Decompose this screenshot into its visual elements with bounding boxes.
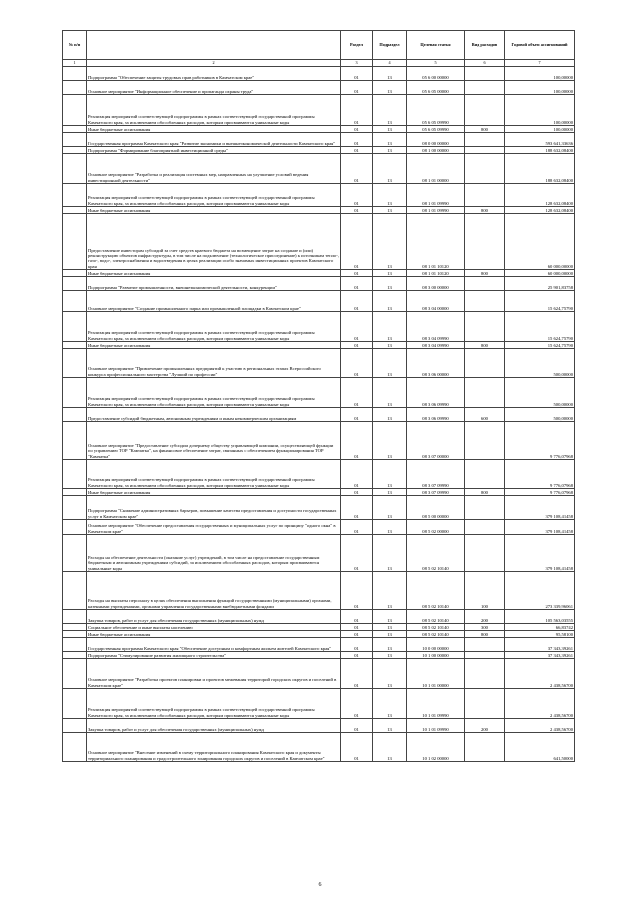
row-expense-type-cell	[465, 277, 505, 291]
row-subsection-cell: 13	[373, 489, 407, 496]
row-amount-cell: 2 438,56700	[505, 689, 575, 719]
row-name-cell: Подпрограмма "Стимулирование развития жилищного строительства"	[87, 652, 341, 659]
row-expense-type-cell	[465, 378, 505, 408]
row-subsection-cell: 13	[373, 520, 407, 535]
table-row	[63, 652, 575, 659]
row-target-cell: 08 5 00 00000	[407, 496, 465, 520]
row-amount-cell: 95,58100	[505, 631, 575, 638]
row-subsection-cell: 13	[373, 133, 407, 147]
row-section-cell: 01	[341, 126, 373, 133]
row-amount-cell: 593 641,33636	[505, 133, 575, 147]
row-amount-cell: 2 438,56700	[505, 659, 575, 689]
row-section-cell: 01	[341, 719, 373, 733]
row-section-cell: 01	[341, 277, 373, 291]
row-target-cell: 08 3 07 09990	[407, 489, 465, 496]
row-target-cell: 10 1 01 09990	[407, 719, 465, 733]
row-section-cell: 01	[341, 535, 373, 572]
row-amount-cell: 9 776,07968	[505, 460, 575, 489]
row-section-cell: 01	[341, 67, 373, 81]
row-name-cell: Подпрограмма "Формирование благоприятной инвестиционной среды"	[87, 147, 341, 154]
row-subsection-cell: 13	[373, 270, 407, 277]
row-expense-type-cell: 300	[465, 624, 505, 631]
row-subsection-cell: 13	[373, 207, 407, 214]
row-amount-cell: 25 901,83758	[505, 277, 575, 291]
row-name-cell: Реализация мероприятий соответствующей подпрограммы в рамках соответствующей государственной программы Камчатского края, за исключением обособленных расходов, которым присваиваются уникальные коды	[87, 460, 341, 489]
row-name-cell: Иные бюджетные ассигнования	[87, 270, 341, 277]
row-expense-type-cell	[465, 291, 505, 312]
row-amount-cell: 37 343,39261	[505, 652, 575, 659]
row-target-cell: 05 6 05 09990	[407, 95, 465, 126]
row-subsection-cell: 13	[373, 312, 407, 342]
row-target-cell: 08 3 06 09990	[407, 408, 465, 422]
table-row	[63, 719, 575, 733]
row-index-cell	[63, 312, 87, 342]
row-index-cell	[63, 184, 87, 207]
row-amount-cell: 100,00000	[505, 81, 575, 95]
row-subsection-cell: 13	[373, 496, 407, 520]
row-expense-type-cell: 800	[465, 342, 505, 349]
row-index-cell	[63, 520, 87, 535]
row-target-cell: 08 5 02 10140	[407, 624, 465, 631]
row-target-cell: 08 3 06 09990	[407, 378, 465, 408]
row-amount-cell: 9 776,07968	[505, 422, 575, 460]
row-amount-cell: 379 108,41458	[505, 535, 575, 572]
row-amount-cell: 60 000,00000	[505, 214, 575, 270]
row-target-cell: 08 3 04 00000	[407, 291, 465, 312]
row-index-cell	[63, 652, 87, 659]
row-index-cell	[63, 95, 87, 126]
row-expense-type-cell	[465, 496, 505, 520]
row-index-cell	[63, 638, 87, 652]
row-amount-cell: 500,00000	[505, 349, 575, 378]
row-index-cell	[63, 154, 87, 184]
row-name-cell: Реализация мероприятий соответствующей подпрограммы в рамках соответствующей государственной программы Камчатского края, за исключением обособленных расходов, которым присваиваются уникальные коды	[87, 312, 341, 342]
row-index-cell	[63, 422, 87, 460]
row-section-cell: 01	[341, 291, 373, 312]
row-amount-cell: 60 000,00000	[505, 270, 575, 277]
column-number: 2	[87, 60, 341, 67]
row-section-cell: 01	[341, 460, 373, 489]
row-expense-type-cell	[465, 312, 505, 342]
row-name-cell: Предоставление инвесторам субсидий за счет средств краевого бюджета на возмещение затрат на создание и (или) реконструкцию объектов инфраструктуры, в том числе на подключение (технологическое присоединение) к источникам тепло-, газо-, водо-, электроснабжения и водоотведения в целях реализации особо значимых инвестиционных проектов Камчатского края	[87, 214, 341, 270]
row-index-cell	[63, 719, 87, 733]
table-row	[63, 535, 575, 572]
table-row	[63, 408, 575, 422]
row-target-cell: 08 5 02 10140	[407, 610, 465, 624]
row-subsection-cell: 13	[373, 291, 407, 312]
row-target-cell: 08 1 01 09990	[407, 207, 465, 214]
row-target-cell: 05 6 05 09990	[407, 126, 465, 133]
row-name-cell: Реализация мероприятий соответствующей подпрограммы в рамках соответствующей государственной программы Камчатского края, за исключением обособленных расходов, которым присваиваются уникальные коды	[87, 378, 341, 408]
row-expense-type-cell	[465, 147, 505, 154]
row-section-cell: 01	[341, 312, 373, 342]
row-amount-cell: 500,00000	[505, 408, 575, 422]
row-section-cell: 01	[341, 638, 373, 652]
row-section-cell: 01	[341, 624, 373, 631]
table-row	[63, 349, 575, 378]
row-index-cell	[63, 659, 87, 689]
column-number-row	[63, 60, 575, 67]
row-index-cell	[63, 496, 87, 520]
row-index-cell	[63, 270, 87, 277]
row-name-cell: Иные бюджетные ассигнования	[87, 342, 341, 349]
table-row	[63, 184, 575, 207]
row-name-cell: Основное мероприятие "Информационное обеспечение и пропаганда охраны труда"	[87, 81, 341, 95]
row-expense-type-cell	[465, 422, 505, 460]
row-section-cell: 01	[341, 689, 373, 719]
table-row	[63, 214, 575, 270]
row-section-cell: 01	[341, 610, 373, 624]
table-row	[63, 638, 575, 652]
row-subsection-cell: 13	[373, 154, 407, 184]
row-expense-type-cell: 100	[465, 572, 505, 610]
row-name-cell: Основное мероприятие "Разработка и реализация системных мер, направленных на улучшение условий ведения инвестиционной деятельности"	[87, 154, 341, 184]
row-name-cell: Реализация мероприятий соответствующей подпрограммы в рамках соответствующей государственной программы Камчатского края, за исключением обособленных расходов, которым присваиваются уникальные коды	[87, 184, 341, 207]
row-subsection-cell: 13	[373, 733, 407, 762]
row-expense-type-cell	[465, 638, 505, 652]
row-index-cell	[63, 126, 87, 133]
column-number: 6	[465, 60, 505, 67]
row-subsection-cell: 13	[373, 378, 407, 408]
row-subsection-cell: 13	[373, 624, 407, 631]
row-index-cell	[63, 81, 87, 95]
row-section-cell: 01	[341, 408, 373, 422]
row-amount-cell: 641,50000	[505, 733, 575, 762]
row-section-cell: 01	[341, 154, 373, 184]
column-number: 4	[373, 60, 407, 67]
row-expense-type-cell: 800	[465, 631, 505, 638]
table-row	[63, 631, 575, 638]
row-target-cell: 08 1 00 00000	[407, 147, 465, 154]
row-subsection-cell: 13	[373, 460, 407, 489]
row-target-cell: 08 3 00 00000	[407, 277, 465, 291]
table-row	[63, 378, 575, 408]
row-section-cell: 01	[341, 422, 373, 460]
row-index-cell	[63, 214, 87, 270]
row-target-cell: 08 5 02 10140	[407, 572, 465, 610]
row-subsection-cell: 13	[373, 652, 407, 659]
row-expense-type-cell: 200	[465, 719, 505, 733]
row-subsection-cell: 13	[373, 422, 407, 460]
row-section-cell: 01	[341, 733, 373, 762]
row-amount-cell: 9 776,07968	[505, 489, 575, 496]
row-target-cell: 08 3 04 09990	[407, 342, 465, 349]
row-expense-type-cell	[465, 81, 505, 95]
row-subsection-cell: 13	[373, 277, 407, 291]
row-expense-type-cell	[465, 133, 505, 147]
table-row	[63, 520, 575, 535]
row-index-cell	[63, 378, 87, 408]
page-number: 6	[318, 882, 322, 888]
row-name-cell: Иные бюджетные ассигнования	[87, 126, 341, 133]
row-subsection-cell: 13	[373, 184, 407, 207]
row-index-cell	[63, 349, 87, 378]
row-section-cell: 01	[341, 652, 373, 659]
row-name-cell: Подпрограмма "Развитие промышленности, внешнеэкономической деятельности, конкуренции"	[87, 277, 341, 291]
row-index-cell	[63, 291, 87, 312]
row-target-cell: 05 6 05 00000	[407, 81, 465, 95]
row-section-cell: 01	[341, 184, 373, 207]
row-section-cell: 01	[341, 489, 373, 496]
row-index-cell	[63, 133, 87, 147]
row-expense-type-cell	[465, 460, 505, 489]
row-amount-cell: 2 438,56700	[505, 719, 575, 733]
header-target: Целевая статья	[407, 31, 465, 60]
row-name-cell: Расходы на выплаты персоналу в целях обеспечения выполнения функций государственными (муниципальными) органами, казенными учреждениями, органами управления государственными внебюджетными фондами	[87, 572, 341, 610]
table-row	[63, 496, 575, 520]
header-section: Раздел	[341, 31, 373, 60]
document-page	[62, 30, 574, 762]
row-index-cell	[63, 624, 87, 631]
row-amount-cell: 100,00000	[505, 67, 575, 81]
row-target-cell: 08 0 00 00000	[407, 133, 465, 147]
table-header-row	[63, 31, 575, 60]
header-amount: Годовой объем ассигнований	[505, 31, 575, 60]
row-section-cell: 01	[341, 520, 373, 535]
row-name-cell: Основное мероприятие "Разработка проектов планировки и проектов межевания территорий городских округов и поселений в Камчатском крае"	[87, 659, 341, 689]
row-amount-cell: 37 343,39261	[505, 638, 575, 652]
table-row	[63, 624, 575, 631]
column-number: 5	[407, 60, 465, 67]
row-name-cell: Социальное обеспечение и иные выплаты населению	[87, 624, 341, 631]
table-row	[63, 291, 575, 312]
row-section-cell: 01	[341, 631, 373, 638]
budget-table	[62, 30, 575, 762]
column-number: 1	[63, 60, 87, 67]
row-amount-cell: 100,00000	[505, 95, 575, 126]
row-name-cell: Закупка товаров, работ и услуг для обеспечения государственных (муниципальных) нужд	[87, 719, 341, 733]
row-section-cell: 01	[341, 572, 373, 610]
row-section-cell: 01	[341, 207, 373, 214]
row-index-cell	[63, 489, 87, 496]
row-amount-cell: 15 624,75790	[505, 291, 575, 312]
table-row	[63, 133, 575, 147]
row-target-cell: 08 5 02 10140	[407, 535, 465, 572]
row-amount-cell: 66,83742	[505, 624, 575, 631]
row-amount-cell: 379 108,41458	[505, 520, 575, 535]
header-expense-type: Вид расходов	[465, 31, 505, 60]
row-name-cell: Государственная программа Камчатского края "Обеспечение доступным и комфортным жильем жителей Камчатского края"	[87, 638, 341, 652]
row-amount-cell: 105 563,03555	[505, 610, 575, 624]
table-row	[63, 659, 575, 689]
row-name-cell: Иные бюджетные ассигнования	[87, 489, 341, 496]
row-expense-type-cell	[465, 214, 505, 270]
row-expense-type-cell	[465, 520, 505, 535]
header-subsection: Подраздел	[373, 31, 407, 60]
row-target-cell: 10 1 00 00000	[407, 652, 465, 659]
row-index-cell	[63, 631, 87, 638]
row-subsection-cell: 13	[373, 214, 407, 270]
row-target-cell: 05 6 00 00000	[407, 67, 465, 81]
column-number: 7	[505, 60, 575, 67]
row-amount-cell: 500,00000	[505, 378, 575, 408]
row-target-cell: 08 1 01 10120	[407, 214, 465, 270]
row-index-cell	[63, 733, 87, 762]
row-name-cell: Основное мероприятие "Обеспечение предоставления государственных и муниципальных услуг по принципу "одного окна" в Камчатском крае"	[87, 520, 341, 535]
table-row	[63, 207, 575, 214]
row-amount-cell: 128 632,08400	[505, 184, 575, 207]
row-name-cell: Реализация мероприятий соответствующей подпрограммы в рамках соответствующей государственной программы Камчатского края, за исключением обособленных расходов, которым присваиваются уникальные коды	[87, 95, 341, 126]
table-row	[63, 67, 575, 81]
row-section-cell: 01	[341, 147, 373, 154]
row-amount-cell: 15 624,75790	[505, 342, 575, 349]
row-expense-type-cell	[465, 652, 505, 659]
row-target-cell: 10 0 00 00000	[407, 638, 465, 652]
row-expense-type-cell	[465, 349, 505, 378]
row-subsection-cell: 13	[373, 342, 407, 349]
row-subsection-cell: 13	[373, 147, 407, 154]
row-section-cell: 01	[341, 659, 373, 689]
row-expense-type-cell: 800	[465, 489, 505, 496]
row-target-cell: 10 1 01 00000	[407, 659, 465, 689]
row-name-cell: Подпрограмма "Снижение административных барьеров, повышение качества предоставления и доступности государственных услуг в Камчатском крае"	[87, 496, 341, 520]
row-name-cell: Расходы на обеспечение деятельности (оказание услуг) учреждений, в том числе на предоставление государственным бюджетным и автономным учреждениям субсидий, за исключением обособленных расходов, которым присваиваются уникальные коды	[87, 535, 341, 572]
header-name	[87, 31, 341, 60]
table-row	[63, 489, 575, 496]
row-expense-type-cell	[465, 659, 505, 689]
table-row	[63, 422, 575, 460]
table-row	[63, 126, 575, 133]
row-subsection-cell: 13	[373, 95, 407, 126]
row-subsection-cell: 13	[373, 631, 407, 638]
row-name-cell: Подпрограмма "Обеспечение защиты трудовых прав работников в Камчатском крае"	[87, 67, 341, 81]
table-row	[63, 572, 575, 610]
row-name-cell: Основное мероприятие "Создание промышленного парка или промышленной площадки в Камчатском крае"	[87, 291, 341, 312]
row-amount-cell: 188 632,08400	[505, 147, 575, 154]
row-expense-type-cell	[465, 95, 505, 126]
table-row	[63, 610, 575, 624]
table-row	[63, 147, 575, 154]
row-name-cell: Предоставление субсидий бюджетным, автономным учреждениям и иным некоммерческим организациям	[87, 408, 341, 422]
row-target-cell: 08 3 07 09990	[407, 460, 465, 489]
row-expense-type-cell	[465, 184, 505, 207]
row-target-cell: 08 1 01 00000	[407, 154, 465, 184]
row-index-cell	[63, 277, 87, 291]
row-section-cell: 01	[341, 95, 373, 126]
row-target-cell: 10 1 02 00000	[407, 733, 465, 762]
table-row	[63, 270, 575, 277]
row-index-cell	[63, 342, 87, 349]
row-subsection-cell: 13	[373, 408, 407, 422]
row-subsection-cell: 13	[373, 535, 407, 572]
row-subsection-cell: 13	[373, 67, 407, 81]
row-subsection-cell: 13	[373, 689, 407, 719]
row-section-cell: 01	[341, 133, 373, 147]
row-subsection-cell: 13	[373, 719, 407, 733]
row-name-cell: Реализация мероприятий соответствующей подпрограммы в рамках соответствующей государственной программы Камчатского края, за исключением обособленных расходов, которым присваиваются уникальные коды	[87, 689, 341, 719]
row-target-cell: 08 1 01 09990	[407, 184, 465, 207]
row-section-cell: 01	[341, 378, 373, 408]
row-index-cell	[63, 67, 87, 81]
row-target-cell: 10 1 01 09990	[407, 689, 465, 719]
row-name-cell: Основное мероприятие "Предоставление субсидии дочернему обществу управляющей компании, осуществляющей функции по управлению ТОР "Камчатка", на финансовое обеспечение затрат, связанных с обеспечением функционирования ТОР "Камчатка"	[87, 422, 341, 460]
row-amount-cell: 128 632,08400	[505, 207, 575, 214]
row-expense-type-cell	[465, 154, 505, 184]
table-row	[63, 154, 575, 184]
row-expense-type-cell	[465, 67, 505, 81]
row-target-cell: 08 5 02 10140	[407, 631, 465, 638]
row-expense-type-cell	[465, 689, 505, 719]
row-expense-type-cell	[465, 535, 505, 572]
header-index: № п/п	[63, 31, 87, 60]
row-expense-type-cell: 800	[465, 270, 505, 277]
row-name-cell: Закупка товаров, работ и услуг для обеспечения государственных (муниципальных) нужд	[87, 610, 341, 624]
row-expense-type-cell: 800	[465, 207, 505, 214]
table-row	[63, 342, 575, 349]
table-body	[63, 67, 575, 762]
row-name-cell: Основное мероприятие "Привлечение промышленных предприятий к участию в региональных этапах Всероссийского конкурса профессионального мастерства "Лучший по профессии"	[87, 349, 341, 378]
row-expense-type-cell: 200	[465, 610, 505, 624]
row-amount-cell: 15 624,75790	[505, 312, 575, 342]
row-subsection-cell: 13	[373, 610, 407, 624]
row-index-cell	[63, 572, 87, 610]
row-name-cell: Иные бюджетные ассигнования	[87, 631, 341, 638]
row-target-cell: 08 1 01 10120	[407, 270, 465, 277]
table-row	[63, 81, 575, 95]
row-amount-cell: 188 632,08400	[505, 154, 575, 184]
row-target-cell: 08 5 02 00000	[407, 520, 465, 535]
row-target-cell: 08 3 07 00000	[407, 422, 465, 460]
row-section-cell: 01	[341, 214, 373, 270]
row-expense-type-cell: 600	[465, 408, 505, 422]
row-index-cell	[63, 147, 87, 154]
table-row	[63, 312, 575, 342]
table-row	[63, 689, 575, 719]
row-index-cell	[63, 689, 87, 719]
row-subsection-cell: 13	[373, 638, 407, 652]
row-index-cell	[63, 207, 87, 214]
row-subsection-cell: 13	[373, 126, 407, 133]
row-section-cell: 01	[341, 342, 373, 349]
table-row	[63, 277, 575, 291]
row-subsection-cell: 13	[373, 349, 407, 378]
row-index-cell	[63, 535, 87, 572]
row-name-cell: Государственная программа Камчатского края "Развитие экономики и внешнеэкономической деятельности Камчатского края"	[87, 133, 341, 147]
table-row	[63, 460, 575, 489]
table-row	[63, 733, 575, 762]
row-section-cell: 01	[341, 496, 373, 520]
row-index-cell	[63, 610, 87, 624]
row-index-cell	[63, 460, 87, 489]
row-subsection-cell: 13	[373, 659, 407, 689]
row-section-cell: 01	[341, 349, 373, 378]
row-target-cell: 08 3 04 09990	[407, 312, 465, 342]
row-amount-cell: 379 108,41458	[505, 496, 575, 520]
table-row	[63, 95, 575, 126]
row-index-cell	[63, 408, 87, 422]
row-subsection-cell: 13	[373, 572, 407, 610]
row-subsection-cell: 13	[373, 81, 407, 95]
row-amount-cell: 273 339,96061	[505, 572, 575, 610]
column-number: 3	[341, 60, 373, 67]
row-section-cell: 01	[341, 270, 373, 277]
row-section-cell: 01	[341, 81, 373, 95]
row-expense-type-cell	[465, 733, 505, 762]
row-name-cell: Основное мероприятие "Внесение изменений в схему территориального планирования Камчатского края и документы территориального планирования и градостроительного зонирования городских округов и поселений в Камчатском крае"	[87, 733, 341, 762]
row-expense-type-cell: 800	[465, 126, 505, 133]
row-target-cell: 08 3 06 00000	[407, 349, 465, 378]
row-amount-cell: 100,00000	[505, 126, 575, 133]
row-name-cell: Иные бюджетные ассигнования	[87, 207, 341, 214]
